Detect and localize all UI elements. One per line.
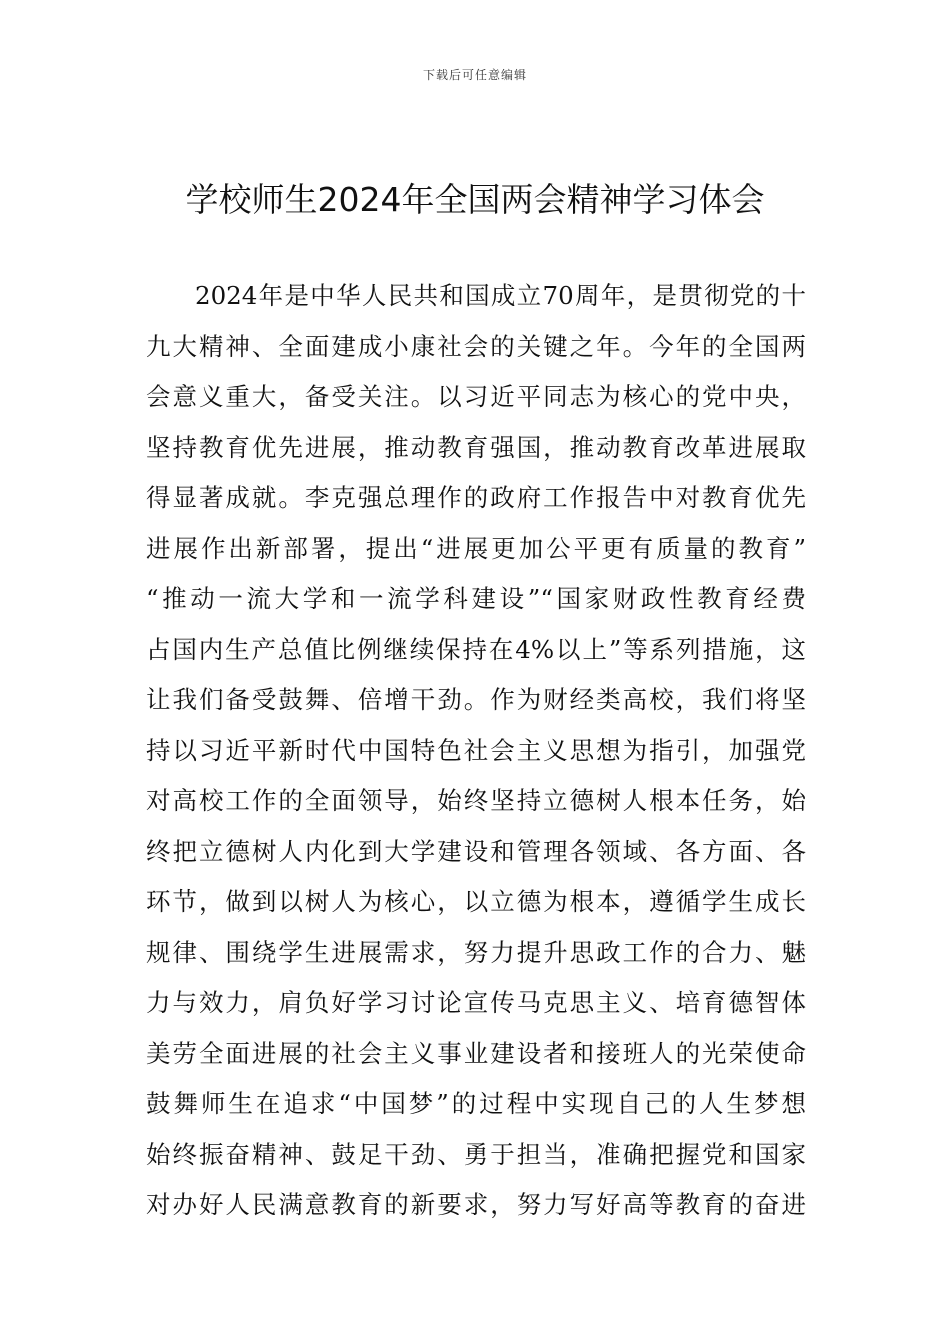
paragraph-line: 终把立德树人内化到大学建设和管理各领域、各方面、各 — [146, 836, 806, 866]
paragraph-line: 对办好人民满意教育的新要求，努力写好高等教育的奋进 — [146, 1190, 806, 1219]
paragraph-line: 会意义重大，备受关注。以习近平同志为核心的党中央， — [146, 382, 806, 411]
paragraph-line: 鼓舞师生在追求“中国梦”的过程中实现自己的人生梦想 — [146, 1089, 806, 1118]
header-note: 下载后可任意编辑 — [422, 68, 527, 82]
paragraph-line: “推动一流大学和一流学科建设”“国家财政性教育经费 — [146, 584, 806, 613]
paragraph-line: 让我们备受鼓舞、倍增干劲。作为财经类高校，我们将坚 — [146, 685, 806, 714]
paragraph-line: 坚持教育优先进展，推动教育强国，推动教育改革进展取 — [146, 432, 806, 462]
paragraph-line: 力与效力，肩负好学习讨论宣传马克思主义、培育德智体 — [146, 988, 806, 1017]
paragraph-line: 环节，做到以树人为核心，以立德为根本，遵循学生成长 — [146, 887, 806, 916]
paragraph-line: 进展作出新部署，提出“进展更加公平更有质量的教育” — [146, 533, 806, 563]
paragraph-line: 始终振奋精神、鼓足干劲、勇于担当，准确把握党和国家 — [146, 1139, 806, 1169]
document-title: 学校师生2024年全国两会精神学习体会 — [185, 180, 765, 219]
paragraph-line: 九大精神、全面建成小康社会的关键之年。今年的全国两 — [146, 331, 806, 361]
paragraph-line: 得显著成就。李克强总理作的政府工作报告中对教育优先 — [146, 483, 806, 512]
paragraph-line: 对高校工作的全面领导，始终坚持立德树人根本任务，始 — [146, 786, 806, 815]
paragraph-line: 规律、围绕学生进展需求，努力提升思政工作的合力、魅 — [146, 937, 806, 967]
paragraph-line: 2024年是中华人民共和国成立70周年，是贯彻党的十 — [195, 281, 806, 310]
paragraph-line: 占国内生产总值比例继续保持在4%以上”等系列措施，这 — [146, 634, 806, 664]
paragraph-line: 持以习近平新时代中国特色社会主义思想为指引，加强党 — [146, 735, 806, 765]
paragraph-line: 美劳全面进展的社会主义事业建设者和接班人的光荣使命 — [146, 1038, 806, 1068]
body-paragraph — [146, 271, 806, 1231]
